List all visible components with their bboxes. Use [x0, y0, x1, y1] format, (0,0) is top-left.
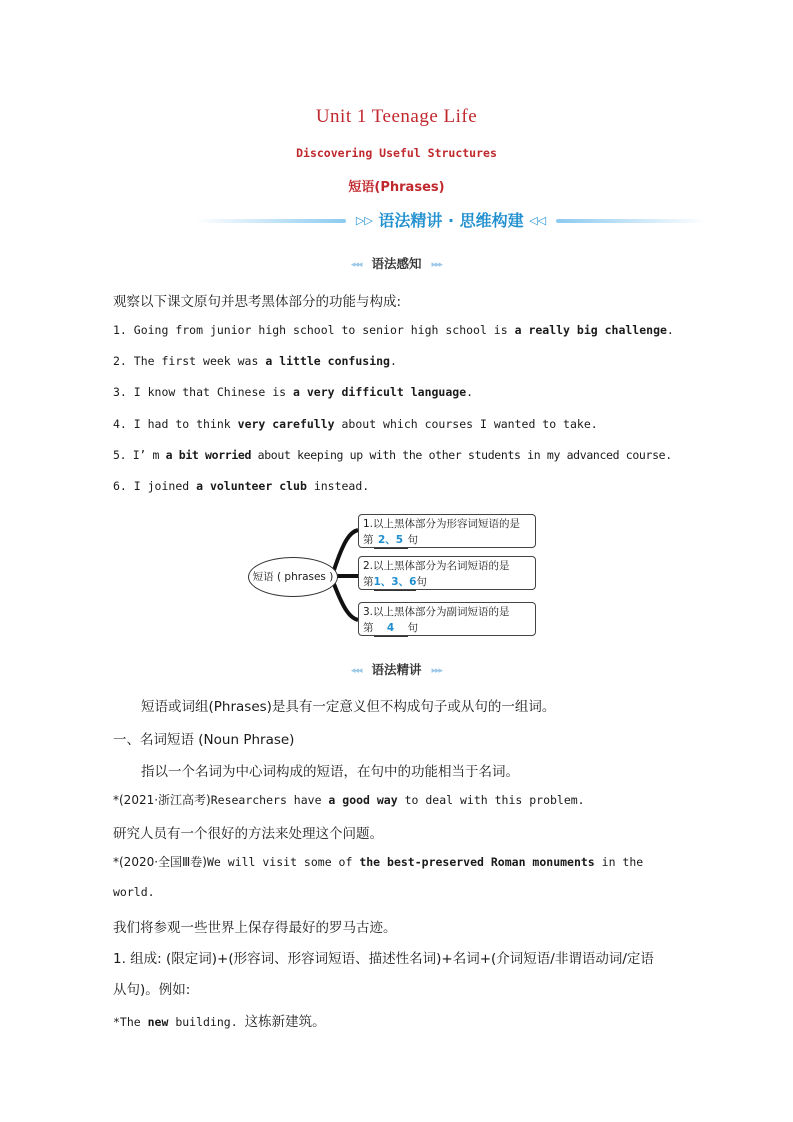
- box-answer: 4: [374, 620, 408, 637]
- bold-phrase: very carefully: [237, 417, 335, 431]
- sentence-text: about which courses I wanted to take.: [334, 417, 598, 431]
- sentence-text: .: [466, 385, 474, 399]
- unit-title: Unit 1 Teenage Life: [315, 106, 478, 127]
- bold-phrase: new: [147, 1015, 169, 1029]
- example-1-translation: 研究人员有一个很好的方法来处理这个问题。: [113, 826, 383, 842]
- box-question: 2.以上黑体部分为名词短语的是: [363, 560, 510, 572]
- sentence-1: [113, 323, 674, 337]
- definition-text: 短语或词组(Phrases)是具有一定意义但不构成句子或从句的一组词。: [141, 699, 556, 715]
- box-question: 3.以上黑体部分为副词短语的是: [363, 606, 510, 618]
- bold-phrase: a really big challenge: [514, 323, 667, 337]
- decor-left-icon: ◂◂◂: [350, 666, 362, 676]
- composition-line-2: 从句)。例如:: [113, 982, 191, 998]
- composition-line-1: 1. 组成: (限定词)+(形容词、形容词短语、描述性名词)+名词+(介词短语/非谓语动词/定语: [113, 951, 654, 967]
- box-prefix: 第: [363, 534, 374, 546]
- sentence-text: .: [389, 354, 397, 368]
- banner-left-line: [196, 219, 346, 223]
- example-text: to deal with this problem.: [397, 793, 585, 807]
- example-2-continued: world.: [113, 885, 155, 899]
- sentence-text: .: [666, 323, 674, 337]
- banner-right-line: [556, 219, 706, 223]
- example-text: Researchers have: [210, 793, 329, 807]
- example-text: in the: [594, 855, 644, 869]
- example-2-translation: 我们将参观一些世界上保存得最好的罗马古迹。: [113, 920, 397, 936]
- decor-right-icon: ▸▸▸: [431, 260, 443, 270]
- sentence-text: The first week was: [126, 354, 266, 368]
- section-subtitle: Discovering Useful Structures: [296, 146, 497, 160]
- banner-left-arrow-icon: ▷▷: [355, 214, 373, 227]
- sentence-number: 4.: [113, 417, 127, 431]
- box-suffix: 句: [407, 622, 418, 634]
- heading-text: 语法精讲: [371, 662, 422, 677]
- sentence-4: [113, 417, 598, 431]
- diagram-box-noun: [358, 556, 536, 590]
- box-prefix: 第: [363, 622, 374, 634]
- noun-phrase-desc: 指以一个名词为中心词构成的短语，在句中的功能相当于名词。: [141, 764, 519, 780]
- box-answer: 2、5: [374, 532, 408, 549]
- sentence-number: 1.: [113, 323, 127, 337]
- phrase-diagram: [246, 510, 546, 642]
- section-banner: [196, 208, 706, 234]
- example-2: [113, 853, 643, 870]
- example-text: We will visit some of: [207, 855, 360, 869]
- box-answer: 1、3、6: [374, 574, 417, 591]
- sentence-text: I joined: [126, 479, 197, 493]
- heading-grammar-explanation: [0, 660, 793, 678]
- box-question: 1.以上黑体部分为形容词短语的是: [363, 518, 521, 530]
- sentence-text: instead.: [306, 479, 370, 493]
- bold-phrase: a very difficult language: [293, 385, 467, 399]
- sentence-text: I had to think: [126, 417, 238, 431]
- example-3: [113, 1010, 326, 1030]
- sentence-text: I’ m: [126, 448, 166, 462]
- intro-text: 观察以下课文原句并思考黑体部分的功能与构成:: [113, 294, 402, 310]
- sentence-text: I know that Chinese is: [126, 385, 294, 399]
- sentence-number: 3.: [113, 385, 127, 399]
- decor-left-icon: ◂◂◂: [350, 260, 362, 270]
- example-text: building.: [168, 1015, 245, 1029]
- bold-phrase: the best-preserved Roman monuments: [359, 855, 595, 869]
- decor-right-icon: ▸▸▸: [431, 666, 443, 676]
- example-source: *(2020·全国Ⅲ卷): [113, 855, 207, 869]
- sentence-3: [113, 385, 473, 399]
- diagram-box-adverb: [358, 602, 536, 636]
- noun-phrase-title: 一、名词短语 (Noun Phrase): [113, 732, 295, 748]
- box-suffix: 句: [416, 576, 427, 588]
- diagram-center-node: 短语 ( phrases ): [248, 557, 338, 597]
- box-suffix: 句: [407, 534, 418, 546]
- bold-phrase: a volunteer club: [196, 479, 307, 493]
- topic-title: 短语(Phrases): [348, 180, 445, 195]
- box-prefix: 第: [363, 576, 374, 588]
- sentence-2: [113, 354, 397, 368]
- sentence-text: Going from junior high school to senior high school is: [126, 323, 515, 337]
- banner-right-arrow-icon: ◁◁: [529, 214, 547, 227]
- bold-phrase: a bit worried: [165, 448, 252, 462]
- bold-phrase: a good way: [328, 793, 398, 807]
- example-source: *(2021·浙江高考): [113, 793, 211, 807]
- sentence-number: 5.: [113, 448, 127, 462]
- heading-text: 语法感知: [371, 256, 422, 271]
- example-text: *The: [113, 1015, 148, 1029]
- bold-phrase: a little confusing: [265, 354, 390, 368]
- example-translation: 这栋新建筑。: [244, 1014, 326, 1030]
- sentence-5: [113, 448, 672, 462]
- example-1: [113, 791, 585, 808]
- sentence-number: 2.: [113, 354, 127, 368]
- diagram-box-adjective: [358, 514, 536, 548]
- heading-grammar-perception: [0, 254, 793, 272]
- sentence-6: [113, 479, 369, 493]
- banner-text: 语法精讲 · 思维构建: [378, 211, 524, 230]
- sentence-number: 6.: [113, 479, 127, 493]
- sentence-text: about keeping up with the other students in my advanced course.: [251, 448, 672, 462]
